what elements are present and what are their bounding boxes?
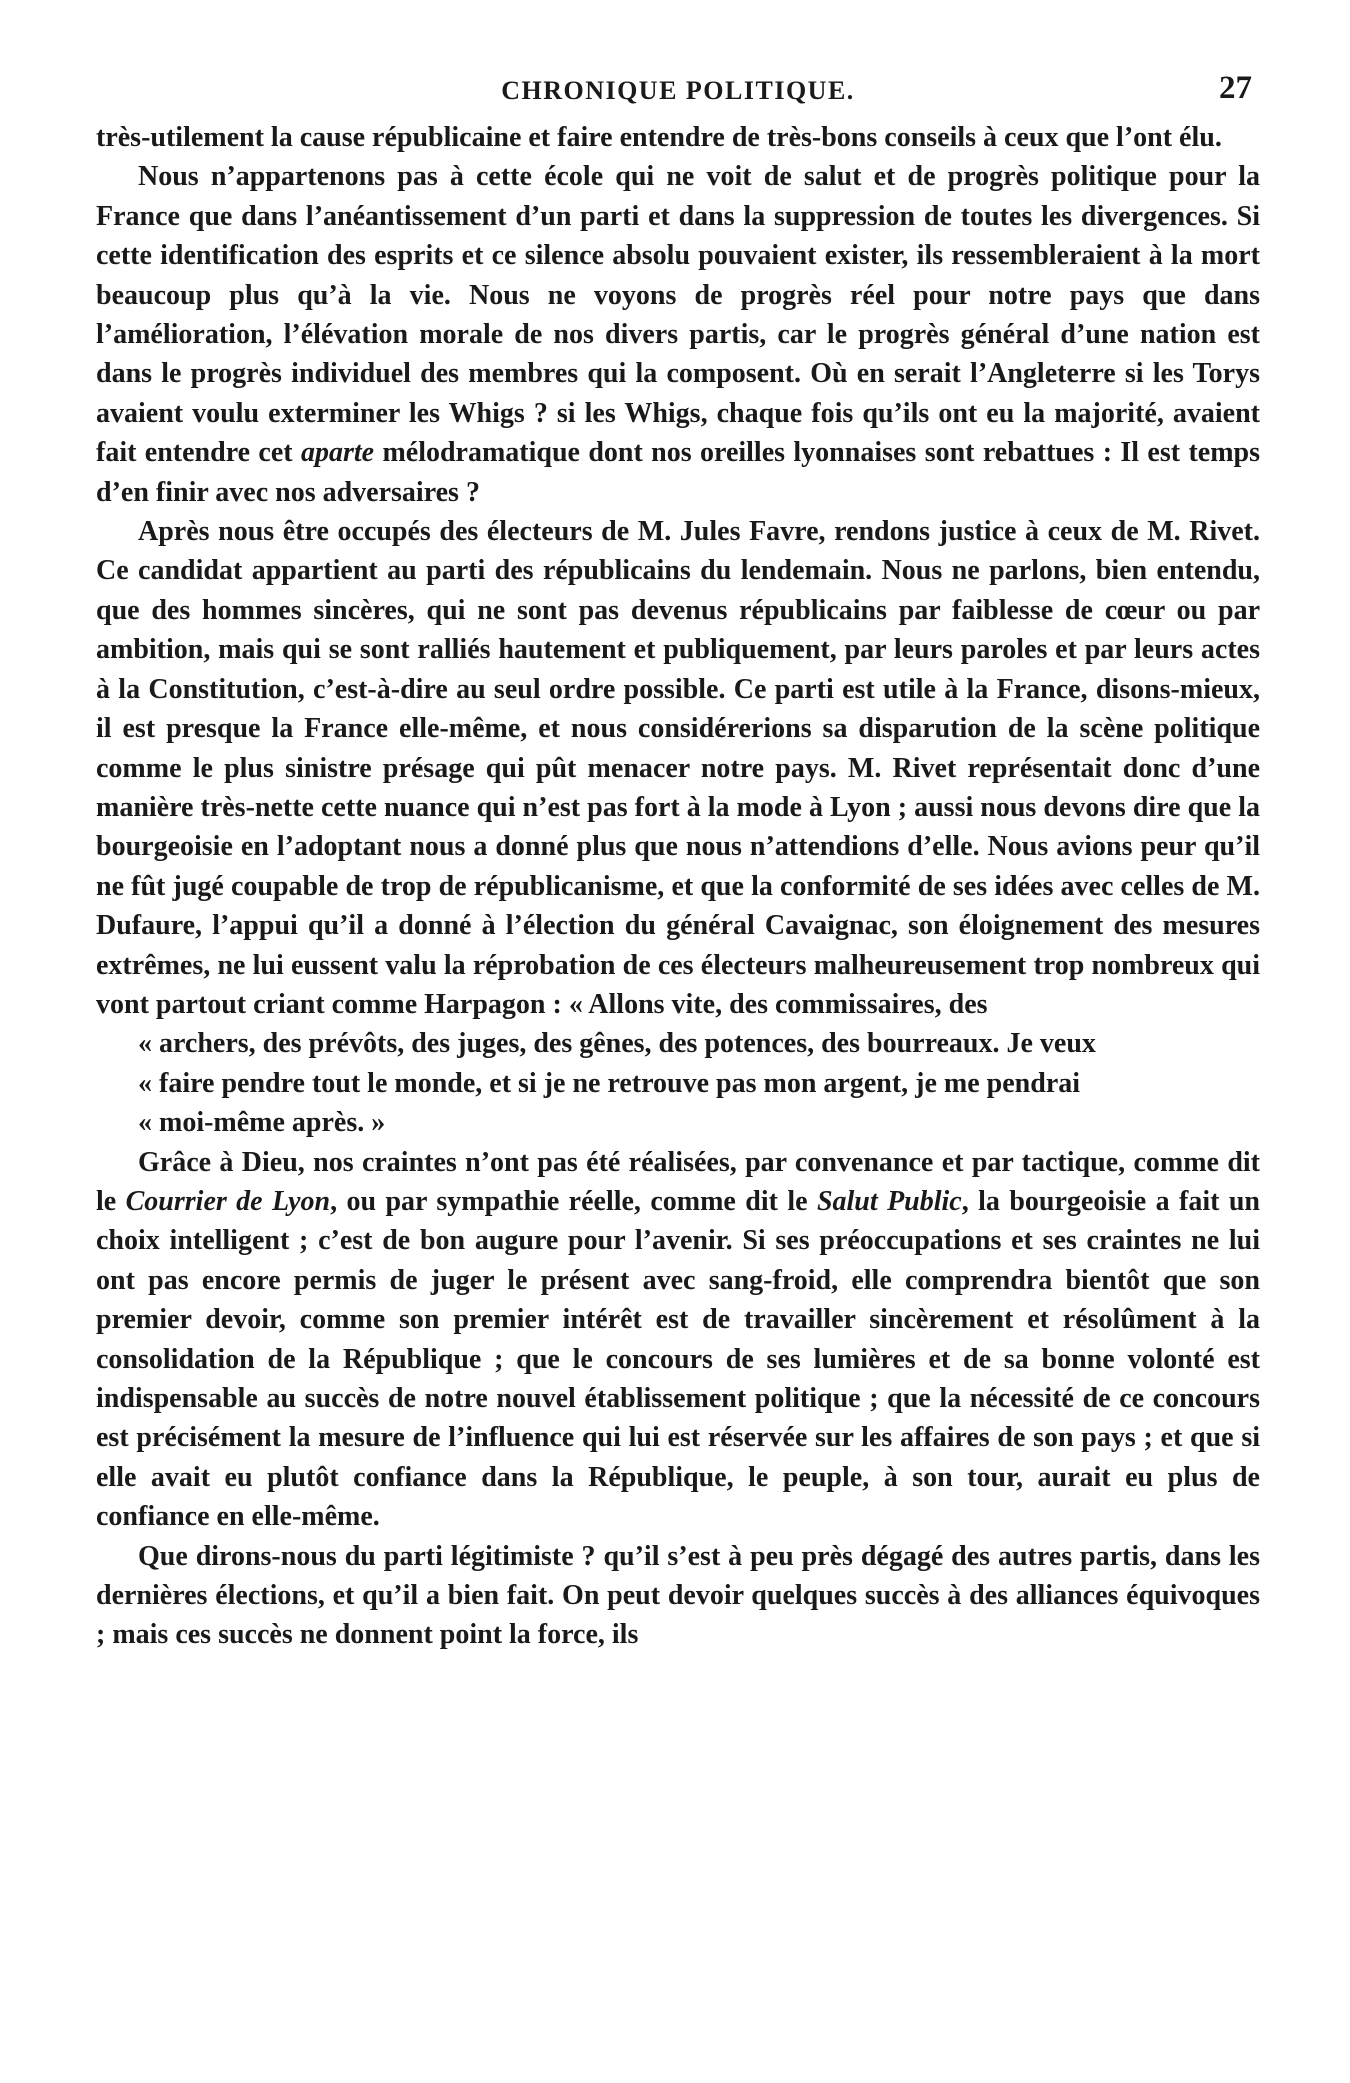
body-text bbox=[96, 118, 1260, 1655]
italic-title-salut-public: Salut Public bbox=[816, 1185, 962, 1217]
italic-title-courrier-de-lyon: Courrier de Lyon bbox=[125, 1185, 331, 1217]
paragraph-text: , ou par sympathie réelle, comme dit le bbox=[330, 1185, 817, 1217]
quote-line: « faire pendre tout le monde, et si je ne retrouve pas mon argent, je me pendrai bbox=[138, 1067, 1081, 1099]
paragraph-bourgeoisie bbox=[96, 1143, 1260, 1537]
running-title: CHRONIQUE POLITIQUE. bbox=[501, 76, 855, 105]
quote-line: « moi-même après. » bbox=[138, 1107, 386, 1139]
page-header bbox=[96, 70, 1260, 114]
paragraph-text: Grâce à Dieu, nos craintes n’ont pas été réalisées, par convenance et par tactique, comme dit le bbox=[96, 1146, 1260, 1217]
paragraph-factions bbox=[96, 157, 1260, 512]
quote-line: « archers, des prévôts, des juges, des gênes, des potences, des bourreaux. Je veux bbox=[138, 1028, 1096, 1060]
paragraph-continuation bbox=[96, 118, 1260, 157]
paragraph-rivet bbox=[96, 512, 1260, 1143]
italic-term-aparte: aparte bbox=[300, 437, 375, 469]
page-number: 27 bbox=[1219, 70, 1252, 106]
paragraph-text: Que dirons-nous du parti légitimiste ? qu’il s’est à peu près dégagé des autres partis, dans les dernières élections, et qu’il a bien fait. On peut devoir quelques succès à des alliances équivoques ; mais ces succès ne donnent point la force, ils bbox=[96, 1540, 1260, 1651]
paragraph-text: mélodramatique dont nos oreilles lyonnaises sont rebattues : Il est temps d’en finir avec nos adversaires ? bbox=[96, 437, 1260, 508]
paragraph-text: très-utilement la cause républicaine et faire entendre de très-bons conseils à ceux que l’ont élu. bbox=[96, 122, 1222, 153]
paragraph-text: Après nous être occupés des électeurs de M. Jules Favre, rendons justice à ceux de M. Rivet. Ce candidat appartient au parti des républicains du lendemain. Nous ne parlons, bien entendu, que des hommes sincères, qui ne sont pas devenus républicains par faiblesse de cœur ou par ambition, mais qui se sont ralliés hautement et publiquement, par leurs paroles et par leurs actes à la Constitution, c’est-à-dire au seul ordre possible. Ce parti est utile à la France, disons-mieux, il est presque la France elle-même, et nous considérerions sa disparution de la scène politique comme le plus sinistre présage qui pût menacer notre pays. M. Rivet représentait donc d’une manière très-nette cette nuance qui n’est pas fort à la mode à Lyon ; aussi nous devons dire que la bourgeoisie en l’adoptant nous a donné plus que nous n’attendions d’elle. Nous avions peur qu’il ne fût jugé coupable de trop de républicanisme, et que la conformité de ses idées avec celles de M. Dufaure, l’appui qu’il a donné à l’élection du général Cavaignac, son éloignement des mesures extrêmes, ne lui eussent valu la réprobation de ces électeurs malheureusement trop nombreux qui vont partout criant comme Harpagon : « Allons vite, des commissaires, des bbox=[96, 516, 1260, 1020]
paragraph-legitimiste bbox=[96, 1537, 1260, 1655]
paragraph-text: Nous n’appartenons pas à cette école qui ne voit de salut et de progrès politique pour la France que dans l’anéantissement d’un parti et dans la suppression de toutes les divergences. Si cette identification des esprits et ce silence absolu pouvaient exister, ils ressembleraient à la mort beaucoup plus qu’à la vie. Nous ne voyons de progrès réel pour notre pays que dans l’amélioration, l’élévation morale de nos divers partis, car le progrès général d’une nation est dans le progrès individuel des membres qui la composent. Où en serait l’Angleterre si les Torys avaient voulu exterminer les Whigs ? si les Whigs, chaque fois qu’ils ont eu la majorité, avaient fait entendre cet bbox=[96, 161, 1260, 469]
book-page bbox=[96, 70, 1260, 1655]
paragraph-text: , la bourgeoisie a fait un choix intelligent ; c’est de bon augure pour l’avenir. Si ses préoccupations et ses craintes ne lui ont pas encore permis de juger le présent avec sang-froid, elle comprendra bientôt que son premier devoir, comme son premier intérêt est de travailler sincèrement et résolûment à la consolidation de la République ; que le concours de ses lumières et de sa bonne volonté est indispensable au succès de notre nouvel établissement politique ; que la nécessité de ce concours est précisément la mesure de l’influence qui lui est réservée sur les affaires de son pays ; et que si elle avait eu plutôt confiance dans la République, le peuple, à son tour, aurait eu plus de confiance en elle-même. bbox=[96, 1185, 1260, 1533]
